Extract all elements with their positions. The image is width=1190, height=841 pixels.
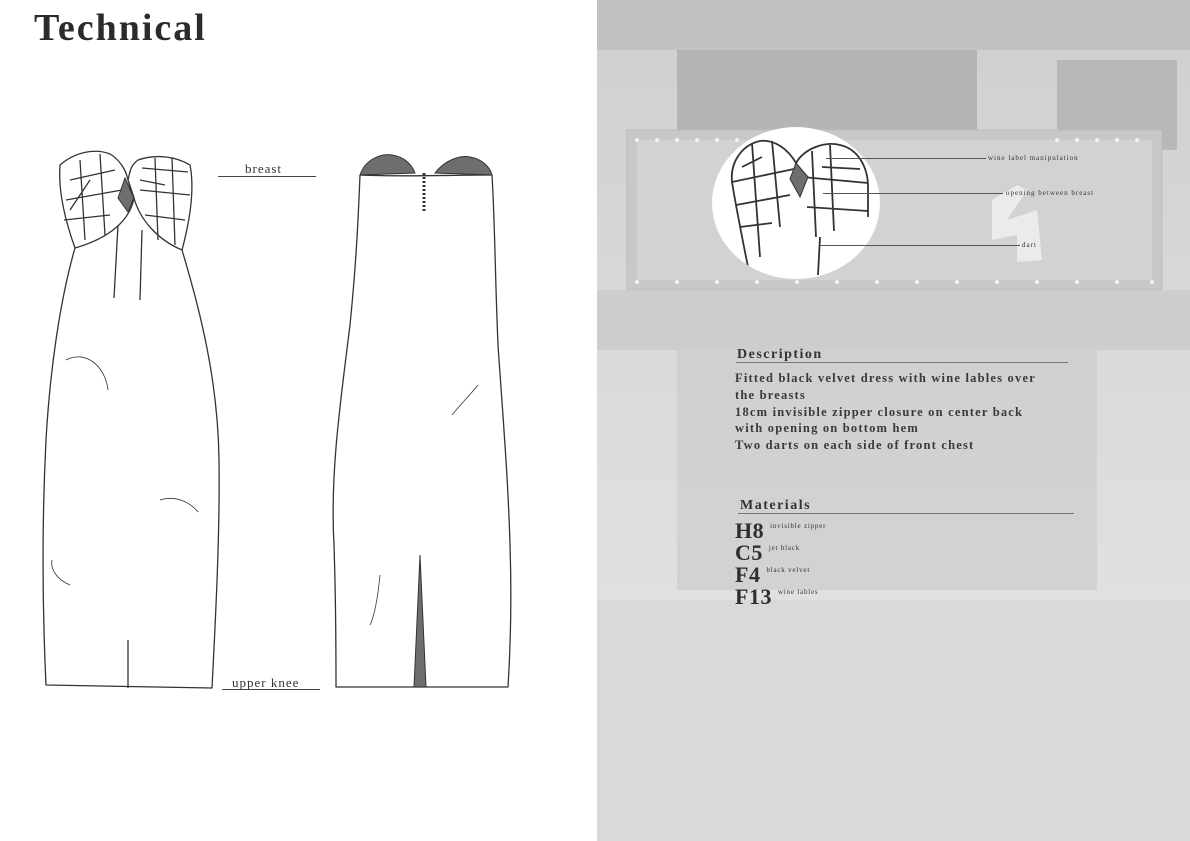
material-code: C5 (735, 540, 763, 565)
front-dress-sketch (30, 140, 230, 700)
callout-breast-label: breast (245, 161, 283, 176)
material-code: F13 (735, 584, 772, 609)
detail-closeup-circle (712, 127, 880, 279)
description-rule (736, 362, 1068, 363)
detail-label-dart: dart (1022, 241, 1037, 249)
materials-rule (738, 513, 1074, 514)
bodice-detail-sketch (712, 127, 880, 279)
material-name: wine lables (777, 588, 819, 596)
detail-line-wine-label (826, 158, 986, 159)
material-item (735, 542, 826, 564)
description-body (735, 370, 1036, 454)
detail-label-opening: opening between breast (1006, 189, 1095, 197)
callout-upper-knee-line (222, 689, 320, 690)
page-title: Technical (34, 7, 207, 49)
material-name: black velvet (766, 566, 811, 574)
material-item (735, 564, 826, 586)
material-name: invisible zipper (770, 522, 827, 530)
callout-upper-knee-label: upper knee (232, 675, 300, 690)
description-line: with opening on bottom hem (735, 421, 919, 436)
description-line: Fitted black velvet dress with wine lables over (735, 371, 1036, 385)
material-item (735, 520, 826, 542)
back-dress-sketch (320, 145, 520, 700)
description-line: 18cm invisible zipper closure on center back (735, 404, 1024, 419)
material-name: jet black (768, 544, 800, 552)
detail-label-wine-label: wine label manipulation (988, 154, 1079, 162)
detail-line-opening (823, 193, 1003, 194)
material-item (735, 586, 826, 608)
callout-breast-line (218, 176, 316, 177)
materials-heading: Materials (740, 498, 812, 513)
description-line: Two darts on each side of front chest (735, 438, 975, 453)
detail-line-dart (820, 245, 1020, 246)
material-code: H8 (735, 518, 765, 543)
materials-list (735, 520, 826, 608)
description-line: the breasts (735, 387, 806, 402)
description-heading: Description (737, 347, 823, 362)
material-code: F4 (735, 562, 761, 587)
